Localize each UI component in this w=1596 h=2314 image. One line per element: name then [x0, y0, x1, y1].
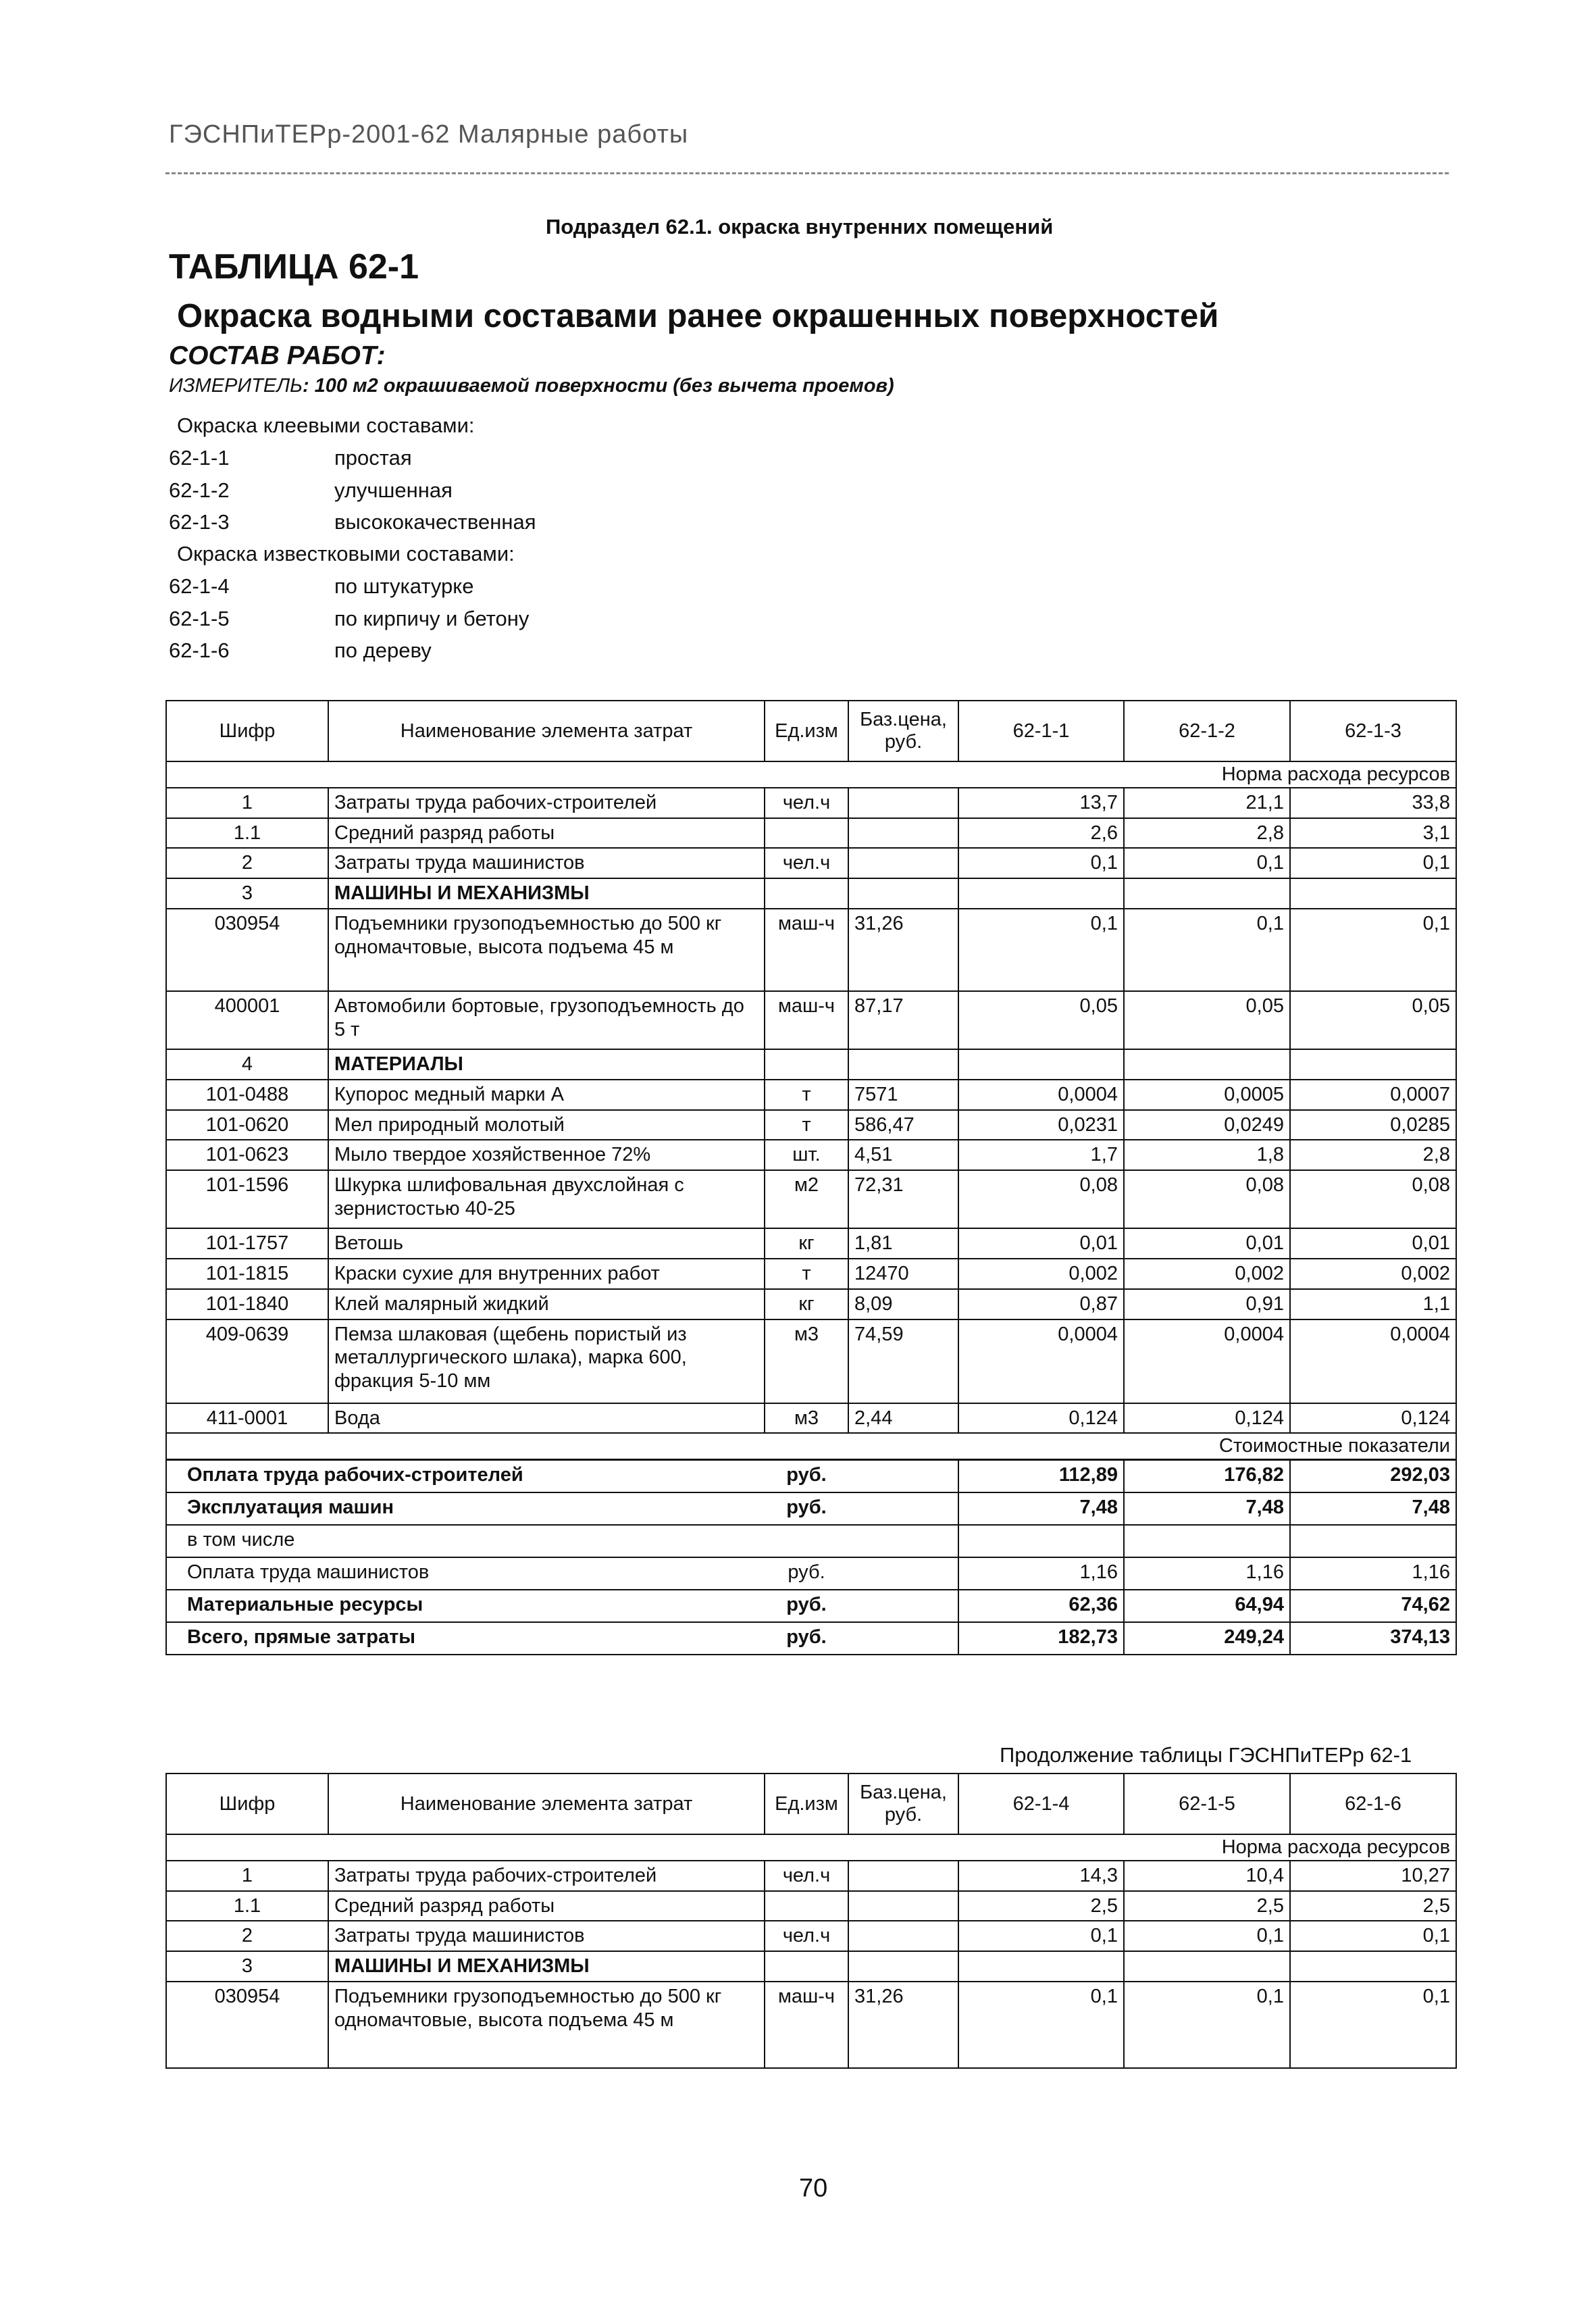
work-item-code: 62-1-2: [169, 478, 230, 502]
cell-value: 2,6: [958, 818, 1124, 849]
cell-value: 3,1: [1290, 818, 1456, 849]
cell-price: [848, 1891, 958, 1921]
cell-value: 0,1: [1290, 909, 1456, 991]
cell-unit: м3: [765, 1319, 848, 1403]
cell-value: 2,5: [958, 1891, 1124, 1921]
cell-name: Затраты труда рабочих-строителей: [328, 1861, 765, 1891]
table-row: [166, 788, 1456, 818]
cost-table-2: [165, 1773, 1457, 2069]
cell-price: [848, 1921, 958, 1951]
cell-code: 2: [166, 1921, 328, 1951]
summary-row: [166, 1492, 1456, 1525]
summary-unit: [765, 1525, 848, 1557]
work-item-code: 62-1-4: [169, 574, 230, 598]
table-row: [166, 818, 1456, 849]
summary-value: [958, 1525, 1124, 1557]
cell-value: 0,1: [1124, 909, 1290, 991]
cell-value: 0,124: [1290, 1403, 1456, 1434]
summary-value: [1290, 1525, 1456, 1557]
cell-unit: [765, 818, 848, 849]
table-row: [166, 1861, 1456, 1891]
summary-value: 1,16: [1124, 1557, 1290, 1590]
cell-empty: [848, 1557, 958, 1590]
work-item-desc: по штукатурке: [334, 574, 474, 598]
cell-empty: [848, 1492, 958, 1525]
cell-code: 3: [166, 1951, 328, 1982]
cell-unit: т: [765, 1080, 848, 1110]
summary-value: 7,48: [958, 1492, 1124, 1525]
cell-empty: [848, 1049, 958, 1080]
cell-price: 31,26: [848, 1982, 958, 2068]
cell-unit: чел.ч: [765, 1921, 848, 1951]
work-item-code: 62-1-1: [169, 446, 230, 470]
cell-value: 13,7: [958, 788, 1124, 818]
cell-name: Подъемники грузоподъемностью до 500 кг одномачтовые, высота подъема 45 м: [328, 909, 765, 991]
summary-unit: руб.: [765, 1590, 848, 1622]
cell-value: 0,05: [1290, 991, 1456, 1049]
measure-text: : 100 м2 окрашиваемой поверхности (без вычета проемов): [302, 375, 894, 397]
cell-value: 0,1: [958, 1921, 1124, 1951]
band-row-norms: [166, 1834, 1456, 1861]
cell-empty: [1124, 1951, 1290, 1982]
work-item-desc: улучшенная: [334, 478, 453, 502]
cell-value: 2,8: [1124, 818, 1290, 849]
summary-row: [166, 1557, 1456, 1590]
cell-value: 0,0004: [1124, 1319, 1290, 1403]
cell-empty: [958, 1049, 1124, 1080]
continuation-caption: Продолжение таблицы ГЭСНПиТЕРр 62-1: [1000, 1743, 1412, 1767]
table-row: [166, 1228, 1456, 1259]
col-header-unit: Ед.изм: [765, 701, 848, 761]
table-row: [166, 1140, 1456, 1170]
cell-empty: [958, 878, 1124, 909]
cell-value: 0,08: [1124, 1170, 1290, 1228]
work-item-code: 62-1-6: [169, 638, 230, 662]
cell-value: 0,0007: [1290, 1080, 1456, 1110]
cell-code: 4: [166, 1049, 328, 1080]
cell-name: Затраты труда машинистов: [328, 848, 765, 878]
summary-value: 1,16: [958, 1557, 1124, 1590]
cell-empty: [1290, 878, 1456, 909]
cell-name: Ветошь: [328, 1228, 765, 1259]
cell-value: 33,8: [1290, 788, 1456, 818]
summary-value: 182,73: [958, 1622, 1124, 1655]
cell-price: 87,17: [848, 991, 958, 1049]
cell-empty: [1290, 1951, 1456, 1982]
cell-name: Мел природный молотый: [328, 1110, 765, 1140]
running-header: ГЭСНПиТЕРр-2001-62 Малярные работы: [169, 120, 689, 149]
cell-code: 030954: [166, 1982, 328, 2068]
cell-empty: [1124, 1049, 1290, 1080]
cell-name: Затраты труда рабочих-строителей: [328, 788, 765, 818]
cell-value: 1,8: [1124, 1140, 1290, 1170]
cell-price: 586,47: [848, 1110, 958, 1140]
cell-code: 101-1840: [166, 1289, 328, 1319]
cell-name: Пемза шлаковая (щебень пористый из металлургического шлака), марка 600, фракция 5-10 мм: [328, 1319, 765, 1403]
table-row: [166, 1289, 1456, 1319]
cell-value: 1,1: [1290, 1289, 1456, 1319]
subsection-title: Подраздел 62.1. окраска внутренних помещений: [546, 215, 1054, 238]
col-header-norm: 62-1-5: [1124, 1774, 1290, 1834]
col-header-code: Шифр: [166, 701, 328, 761]
cell-value: 0,0285: [1290, 1110, 1456, 1140]
summary-value: 112,89: [958, 1460, 1124, 1492]
col-header-norm: 62-1-3: [1290, 701, 1456, 761]
col-header-name: Наименование элемента затрат: [328, 1774, 765, 1834]
cell-name: Купорос медный марки А: [328, 1080, 765, 1110]
cell-value: 0,1: [958, 848, 1124, 878]
col-header-norm: 62-1-4: [958, 1774, 1124, 1834]
cell-unit: шт.: [765, 1140, 848, 1170]
table-row: [166, 1319, 1456, 1403]
cell-price: 2,44: [848, 1403, 958, 1434]
cell-value: 0,0249: [1124, 1110, 1290, 1140]
work-item-code: 62-1-5: [169, 606, 230, 630]
cell-code: 3: [166, 878, 328, 909]
cell-value: 0,002: [1290, 1259, 1456, 1289]
cell-value: 0,1: [958, 909, 1124, 991]
summary-value: 176,82: [1124, 1460, 1290, 1492]
col-header-price: Баз.цена, руб.: [848, 701, 958, 761]
summary-value: 292,03: [1290, 1460, 1456, 1492]
summary-label: Оплата труда машинистов: [166, 1557, 765, 1590]
table-row: [166, 991, 1456, 1049]
cell-price: 74,59: [848, 1319, 958, 1403]
table-row: [166, 1891, 1456, 1921]
col-header-price: Баз.цена, руб.: [848, 1774, 958, 1834]
cell-code: 101-1757: [166, 1228, 328, 1259]
col-header-norm: 62-1-6: [1290, 1774, 1456, 1834]
cell-value: 0,1: [1124, 1982, 1290, 2068]
summary-row: [166, 1525, 1456, 1557]
cell-name: Клей малярный жидкий: [328, 1289, 765, 1319]
cell-empty: [848, 1460, 958, 1492]
summary-value: 7,48: [1124, 1492, 1290, 1525]
cell-code: 101-1815: [166, 1259, 328, 1289]
cell-empty: [848, 878, 958, 909]
cell-price: 31,26: [848, 909, 958, 991]
cell-unit: маш-ч: [765, 909, 848, 991]
cell-value: 0,1: [1124, 1921, 1290, 1951]
cell-price: 7571: [848, 1080, 958, 1110]
cell-unit: чел.ч: [765, 848, 848, 878]
cell-unit: т: [765, 1259, 848, 1289]
work-item-desc: по кирпичу и бетону: [334, 606, 530, 630]
summary-row: [166, 1460, 1456, 1492]
cell-code: 101-0623: [166, 1140, 328, 1170]
cell-value: 0,1: [1290, 1982, 1456, 2068]
header-row: [166, 701, 1456, 761]
cell-empty: [1290, 1049, 1456, 1080]
cell-section-name: МАТЕРИАЛЫ: [328, 1049, 765, 1080]
table-row: [166, 848, 1456, 878]
table-row: [166, 1080, 1456, 1110]
cell-code: 400001: [166, 991, 328, 1049]
summary-label: Эксплуатация машин: [166, 1492, 765, 1525]
cell-code: 2: [166, 848, 328, 878]
cell-value: 0,01: [1124, 1228, 1290, 1259]
cell-value: 0,0004: [958, 1319, 1124, 1403]
section-row: [166, 878, 1456, 909]
cell-value: 10,4: [1124, 1861, 1290, 1891]
work-group-title: Окраска клеевыми составами:: [177, 413, 475, 437]
cell-section-name: МАШИНЫ И МЕХАНИЗМЫ: [328, 1951, 765, 1982]
cell-empty: [765, 1951, 848, 1982]
cell-price: 1,81: [848, 1228, 958, 1259]
cell-name: Затраты труда машинистов: [328, 1921, 765, 1951]
table-title: ТАБЛИЦА 62-1: [169, 247, 419, 286]
page-number: 70: [799, 2174, 828, 2203]
col-header-norm: 62-1-2: [1124, 701, 1290, 761]
summary-value: 7,48: [1290, 1492, 1456, 1525]
cell-section-name: МАШИНЫ И МЕХАНИЗМЫ: [328, 878, 765, 909]
cell-empty: [765, 878, 848, 909]
header-rule: [165, 172, 1449, 174]
cell-value: 21,1: [1124, 788, 1290, 818]
cell-code: 101-0488: [166, 1080, 328, 1110]
cell-unit: чел.ч: [765, 1861, 848, 1891]
table-row: [166, 1982, 1456, 2068]
col-header-norm: 62-1-1: [958, 701, 1124, 761]
table-row: [166, 1921, 1456, 1951]
cell-unit: маш-ч: [765, 1982, 848, 2068]
cell-empty: [1124, 878, 1290, 909]
work-group-title: Окраска известковыми составами:: [177, 542, 515, 565]
cell-empty: [765, 1049, 848, 1080]
cell-value: 0,08: [1290, 1170, 1456, 1228]
cell-value: 0,05: [1124, 991, 1290, 1049]
cell-name: Мыло твердое хозяйственное 72%: [328, 1140, 765, 1170]
cell-name: Краски сухие для внутренних работ: [328, 1259, 765, 1289]
summary-label: в том числе: [166, 1525, 765, 1557]
cell-value: 0,0005: [1124, 1080, 1290, 1110]
cell-empty: [848, 1622, 958, 1655]
col-header-unit: Ед.изм: [765, 1774, 848, 1834]
cell-code: 1.1: [166, 818, 328, 849]
summary-unit: руб.: [765, 1492, 848, 1525]
cell-unit: маш-ч: [765, 991, 848, 1049]
cell-unit: т: [765, 1110, 848, 1140]
cell-value: 0,124: [1124, 1403, 1290, 1434]
cell-code: 1: [166, 788, 328, 818]
band-norms-label: Норма расхода ресурсов: [166, 761, 1456, 788]
summary-label: Всего, прямые затраты: [166, 1622, 765, 1655]
cell-name: Подъемники грузоподъемностью до 500 кг одномачтовые, высота подъема 45 м: [328, 1982, 765, 2068]
cell-value: 0,91: [1124, 1289, 1290, 1319]
summary-value: 74,62: [1290, 1590, 1456, 1622]
cell-price: 12470: [848, 1259, 958, 1289]
table-row: [166, 1403, 1456, 1434]
cell-value: 0,002: [958, 1259, 1124, 1289]
cell-code: 101-0620: [166, 1110, 328, 1140]
summary-label: Материальные ресурсы: [166, 1590, 765, 1622]
band-row-norms: [166, 761, 1456, 788]
work-item-desc: высококачественная: [334, 510, 536, 534]
cell-price: 8,09: [848, 1289, 958, 1319]
summary-row: [166, 1590, 1456, 1622]
band-norms-label: Норма расхода ресурсов: [166, 1834, 1456, 1861]
summary-unit: руб.: [765, 1557, 848, 1590]
cell-empty: [848, 1951, 958, 1982]
cell-price: [848, 848, 958, 878]
cell-value: 2,5: [1124, 1891, 1290, 1921]
cell-code: 1: [166, 1861, 328, 1891]
cell-code: 409-0639: [166, 1319, 328, 1403]
section-row: [166, 1951, 1456, 1982]
cell-value: 0,002: [1124, 1259, 1290, 1289]
cell-price: [848, 1861, 958, 1891]
summary-value: 62,36: [958, 1590, 1124, 1622]
summary-value: 1,16: [1290, 1557, 1456, 1590]
cell-unit: чел.ч: [765, 788, 848, 818]
cell-unit: [765, 1891, 848, 1921]
measure-unit-line: [169, 375, 894, 397]
band-costs-label: Стоимостные показатели: [166, 1433, 1456, 1459]
summary-unit: руб.: [765, 1460, 848, 1492]
cell-unit: м3: [765, 1403, 848, 1434]
cell-value: 1,7: [958, 1140, 1124, 1170]
cell-empty: [958, 1951, 1124, 1982]
summary-unit: руб.: [765, 1622, 848, 1655]
cell-code: 411-0001: [166, 1403, 328, 1434]
cell-empty: [848, 1590, 958, 1622]
cell-value: 0,05: [958, 991, 1124, 1049]
cell-value: 14,3: [958, 1861, 1124, 1891]
summary-value: 374,13: [1290, 1622, 1456, 1655]
table-row: [166, 1170, 1456, 1228]
cell-code: 1.1: [166, 1891, 328, 1921]
cell-name: Средний разряд работы: [328, 818, 765, 849]
cell-value: 0,1: [1290, 1921, 1456, 1951]
cell-value: 2,5: [1290, 1891, 1456, 1921]
cell-value: 0,0231: [958, 1110, 1124, 1140]
table-row: [166, 1110, 1456, 1140]
cost-table-1: [165, 700, 1457, 1655]
cell-code: 030954: [166, 909, 328, 991]
table-row: [166, 1259, 1456, 1289]
cell-value: 0,1: [1124, 848, 1290, 878]
cell-value: 10,27: [1290, 1861, 1456, 1891]
cell-value: 0,1: [958, 1982, 1124, 2068]
summary-value: 249,24: [1124, 1622, 1290, 1655]
work-item-desc: простая: [334, 446, 412, 470]
cell-unit: кг: [765, 1228, 848, 1259]
cell-empty: [848, 1525, 958, 1557]
band-row-costs: [166, 1433, 1456, 1459]
cell-value: 0,0004: [958, 1080, 1124, 1110]
cell-value: 0,0004: [1290, 1319, 1456, 1403]
summary-label: Оплата труда рабочих-строителей: [166, 1460, 765, 1492]
summary-value: [1124, 1525, 1290, 1557]
work-item-code: 62-1-3: [169, 510, 230, 534]
cell-value: 2,8: [1290, 1140, 1456, 1170]
cell-value: 0,1: [1290, 848, 1456, 878]
cell-price: 72,31: [848, 1170, 958, 1228]
measure-label: ИЗМЕРИТЕЛЬ: [169, 375, 303, 397]
cell-name: Автомобили бортовые, грузоподъемность до 5 т: [328, 991, 765, 1049]
col-header-name: Наименование элемента затрат: [328, 701, 765, 761]
summary-value: 64,94: [1124, 1590, 1290, 1622]
work-item-desc: по дереву: [334, 638, 432, 662]
cell-code: 101-1596: [166, 1170, 328, 1228]
table-row: [166, 909, 1456, 991]
cell-value: 0,08: [958, 1170, 1124, 1228]
cell-price: [848, 818, 958, 849]
cell-value: 0,01: [1290, 1228, 1456, 1259]
cell-name: Средний разряд работы: [328, 1891, 765, 1921]
cell-name: Вода: [328, 1403, 765, 1434]
cell-price: [848, 788, 958, 818]
section-row: [166, 1049, 1456, 1080]
cell-unit: кг: [765, 1289, 848, 1319]
cell-unit: м2: [765, 1170, 848, 1228]
cell-value: 0,01: [958, 1228, 1124, 1259]
cell-value: 0,87: [958, 1289, 1124, 1319]
cell-value: 0,124: [958, 1403, 1124, 1434]
work-composition-label: СОСТАВ РАБОТ:: [169, 341, 386, 370]
cell-price: 4,51: [848, 1140, 958, 1170]
summary-row: [166, 1622, 1456, 1655]
col-header-code: Шифр: [166, 1774, 328, 1834]
document-title: Окраска водными составами ранее окрашенных поверхностей: [177, 298, 1219, 334]
cell-name: Шкурка шлифовальная двухслойная с зернистостью 40-25: [328, 1170, 765, 1228]
header-row: [166, 1774, 1456, 1834]
